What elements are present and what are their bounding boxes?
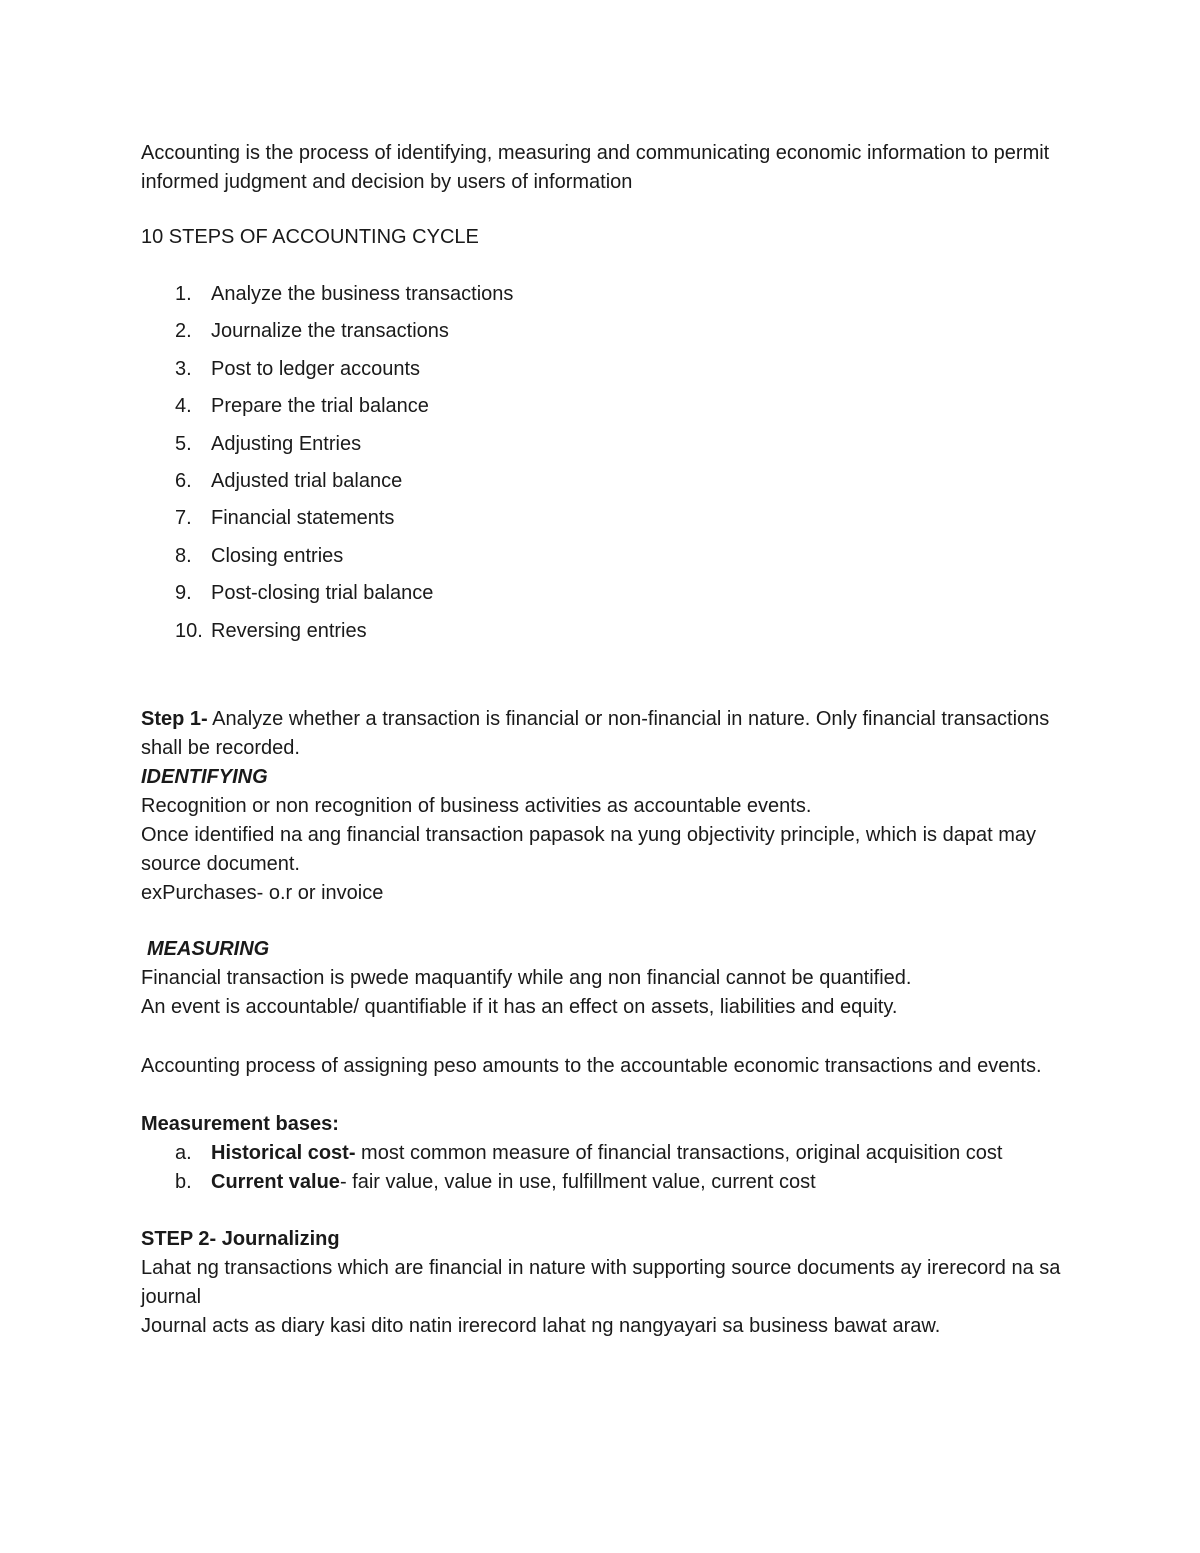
document-body <box>141 139 1071 1341</box>
list-item: 5. Adjusting Entries <box>175 432 362 455</box>
list-item: b. Current value- fair value, value in use, fulfillment value, current cost <box>175 1170 816 1193</box>
bases-heading: Measurement bases: <box>141 1112 339 1135</box>
bases-list <box>141 1139 1071 1197</box>
identifying-line-1: Recognition or non recognition of business activities as accountable events. <box>141 794 812 817</box>
list-item: a. Historical cost- most common measure of financial transactions, original acquisition cost <box>175 1141 1003 1164</box>
measuring-line-1: Financial transaction is pwede maquantify while ang non financial cannot be quantified. <box>141 966 912 989</box>
measuring-line-2: An event is accountable/ quantifiable if it has an effect on assets, liabilities and equity. <box>141 995 898 1018</box>
list-item: 9. Post-closing trial balance <box>175 582 434 605</box>
list-item: 2. Journalize the transactions <box>175 320 449 343</box>
steps-list <box>141 280 1071 654</box>
list-item: 7. Financial statements <box>175 507 395 530</box>
step2-heading: STEP 2- Journalizing <box>141 1227 340 1250</box>
list-item: 3. Post to ledger accounts <box>175 357 421 380</box>
list-item: 6. Adjusted trial balance <box>175 469 403 492</box>
identifying-heading: IDENTIFYING <box>141 765 268 788</box>
measuring-line-3: Accounting process of assigning peso amounts to the accountable economic transactions and events. <box>141 1054 1042 1077</box>
intro-paragraph: Accounting is the process of identifying, measuring and communicating economic information to permit informed judgment and decision by users of information <box>141 142 1050 193</box>
identifying-line-3: exPurchases- o.r or invoice <box>141 881 384 904</box>
identifying-line-2: Once identified na ang financial transaction papasok na yung objectivity principle, which is dapat may source document. <box>141 823 1036 875</box>
list-item: 4. Prepare the trial balance <box>175 395 429 418</box>
step1-paragraph: Step 1- Analyze whether a transaction is financial or non-financial in nature. Only financial transactions shall be recorded. <box>141 707 1050 759</box>
list-item: 8. Closing entries <box>175 544 344 567</box>
step2-line-2: Journal acts as diary kasi dito natin irerecord lahat ng nangyayari sa business bawat araw. <box>141 1314 941 1337</box>
cycle-title: 10 STEPS OF ACCOUNTING CYCLE <box>141 226 479 248</box>
step2-line-1: Lahat ng transactions which are financial in nature with supporting source documents ay irerecord na sa journal <box>141 1256 1061 1308</box>
list-item: 1. Analyze the business transactions <box>175 283 514 305</box>
measuring-heading: MEASURING <box>147 937 270 960</box>
list-item: 10. Reversing entries <box>175 619 367 642</box>
